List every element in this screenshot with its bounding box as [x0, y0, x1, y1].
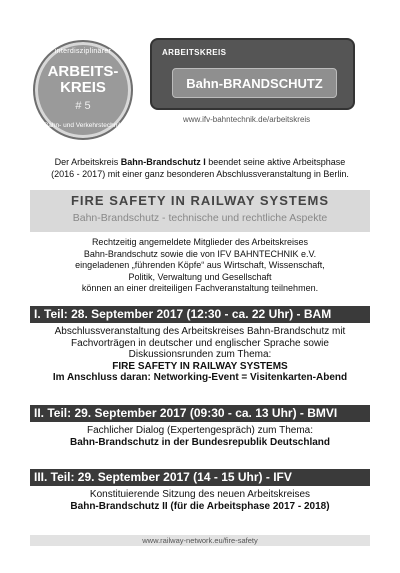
part3-line2: Bahn-Brandschutz II (für die Arbeitsphase 2017 - 2018): [70, 500, 330, 512]
part1-heading: I. Teil: 28. September 2017 (12:30 - ca. 22 Uhr) - BAM: [30, 306, 370, 323]
intro-bold: Bahn-Brandschutz I: [120, 157, 206, 167]
part1-line1: Abschlussveranstaltung des Arbeitskreises Bahn-Brandschutz mit: [54, 326, 346, 337]
invite-line: eingeladenen „führenden Köpfe“ aus Wirtschaft, Wissenschaft,: [75, 260, 325, 270]
intro-line2: (2016 - 2017) mit einer ganz besonderen Abschlussveranstaltung in Berlin.: [51, 169, 349, 179]
badge-title-line1: ARBEITS-: [47, 63, 119, 80]
part1-line2: Fachvorträgen in deutscher und englischer Sprache sowie: [71, 337, 329, 349]
badge-number: # 5: [75, 100, 91, 112]
part3-heading: III. Teil: 29. September 2017 (14 - 15 Uhr) - IFV: [30, 469, 370, 486]
intro-text: [25, 156, 375, 180]
intro-suffix: beendet seine aktive Arbeitsphase: [205, 157, 346, 167]
part2-heading: II. Teil: 29. September 2017 (09:30 - ca. 13 Uhr) - BMVI: [30, 405, 370, 422]
part1-line3: Diskussionsrunden zum Thema:: [128, 349, 272, 360]
logo-url-link[interactable]: www.ifv-bahntechnik.de/arbeitskreis: [183, 115, 311, 124]
part3-body: [30, 489, 370, 512]
banner-title: FIRE SAFETY IN RAILWAY SYSTEMS: [70, 193, 330, 208]
arbeitskreis-badge: [33, 40, 133, 140]
invitation-text: [30, 237, 370, 295]
part2-line1: Fachlicher Dialog (Expertengespräch) zum Thema:: [86, 425, 314, 436]
badge-title-line2: KREIS: [60, 79, 106, 96]
intro-prefix: Der Arbeitskreis: [54, 157, 121, 167]
invite-line: Rechtzeitig angemeldete Mitglieder des Arbeitskreises: [91, 237, 309, 247]
badge-bottom-text: Bahn- und Verkehrstechnik: [43, 122, 123, 129]
part2-body: [30, 425, 370, 448]
badge-title: [35, 64, 131, 96]
intro-line1: [25, 156, 375, 168]
invite-line: Politik, Verwaltung und Gesellschaft: [128, 271, 272, 282]
logo-inner-box: [172, 68, 337, 98]
event-banner: [30, 190, 370, 232]
banner-subtitle: Bahn-Brandschutz - technische und rechtliche Aspekte: [72, 212, 328, 224]
part1-line5: Im Anschluss daran: Networking-Event = Visitenkarten-Abend: [52, 372, 348, 383]
footer-url-link[interactable]: www.railway-network.eu/fire-safety: [30, 535, 370, 546]
part2-line2: Bahn-Brandschutz in der Bundesrepublik Deutschland: [69, 436, 331, 448]
part1-body: [30, 326, 370, 384]
invite-line: Bahn-Brandschutz sowie die von IFV BAHNTECHNIK e.V.: [83, 248, 317, 259]
part1-line4: FIRE SAFETY IN RAILWAY SYSTEMS: [112, 360, 288, 372]
logo-label: ARBEITSKREIS: [162, 48, 227, 57]
bahn-brandschutz-logo: [150, 38, 355, 110]
part3-line1: Konstituierende Sitzung des neuen Arbeitskreises: [89, 489, 311, 500]
badge-top-text: interdisziplinärer: [54, 48, 112, 55]
logo-title: Bahn-BRANDSCHUTZ: [186, 76, 323, 91]
invite-line: können an einer dreiteiligen Fachveranstaltung teilnehmen.: [81, 283, 319, 293]
